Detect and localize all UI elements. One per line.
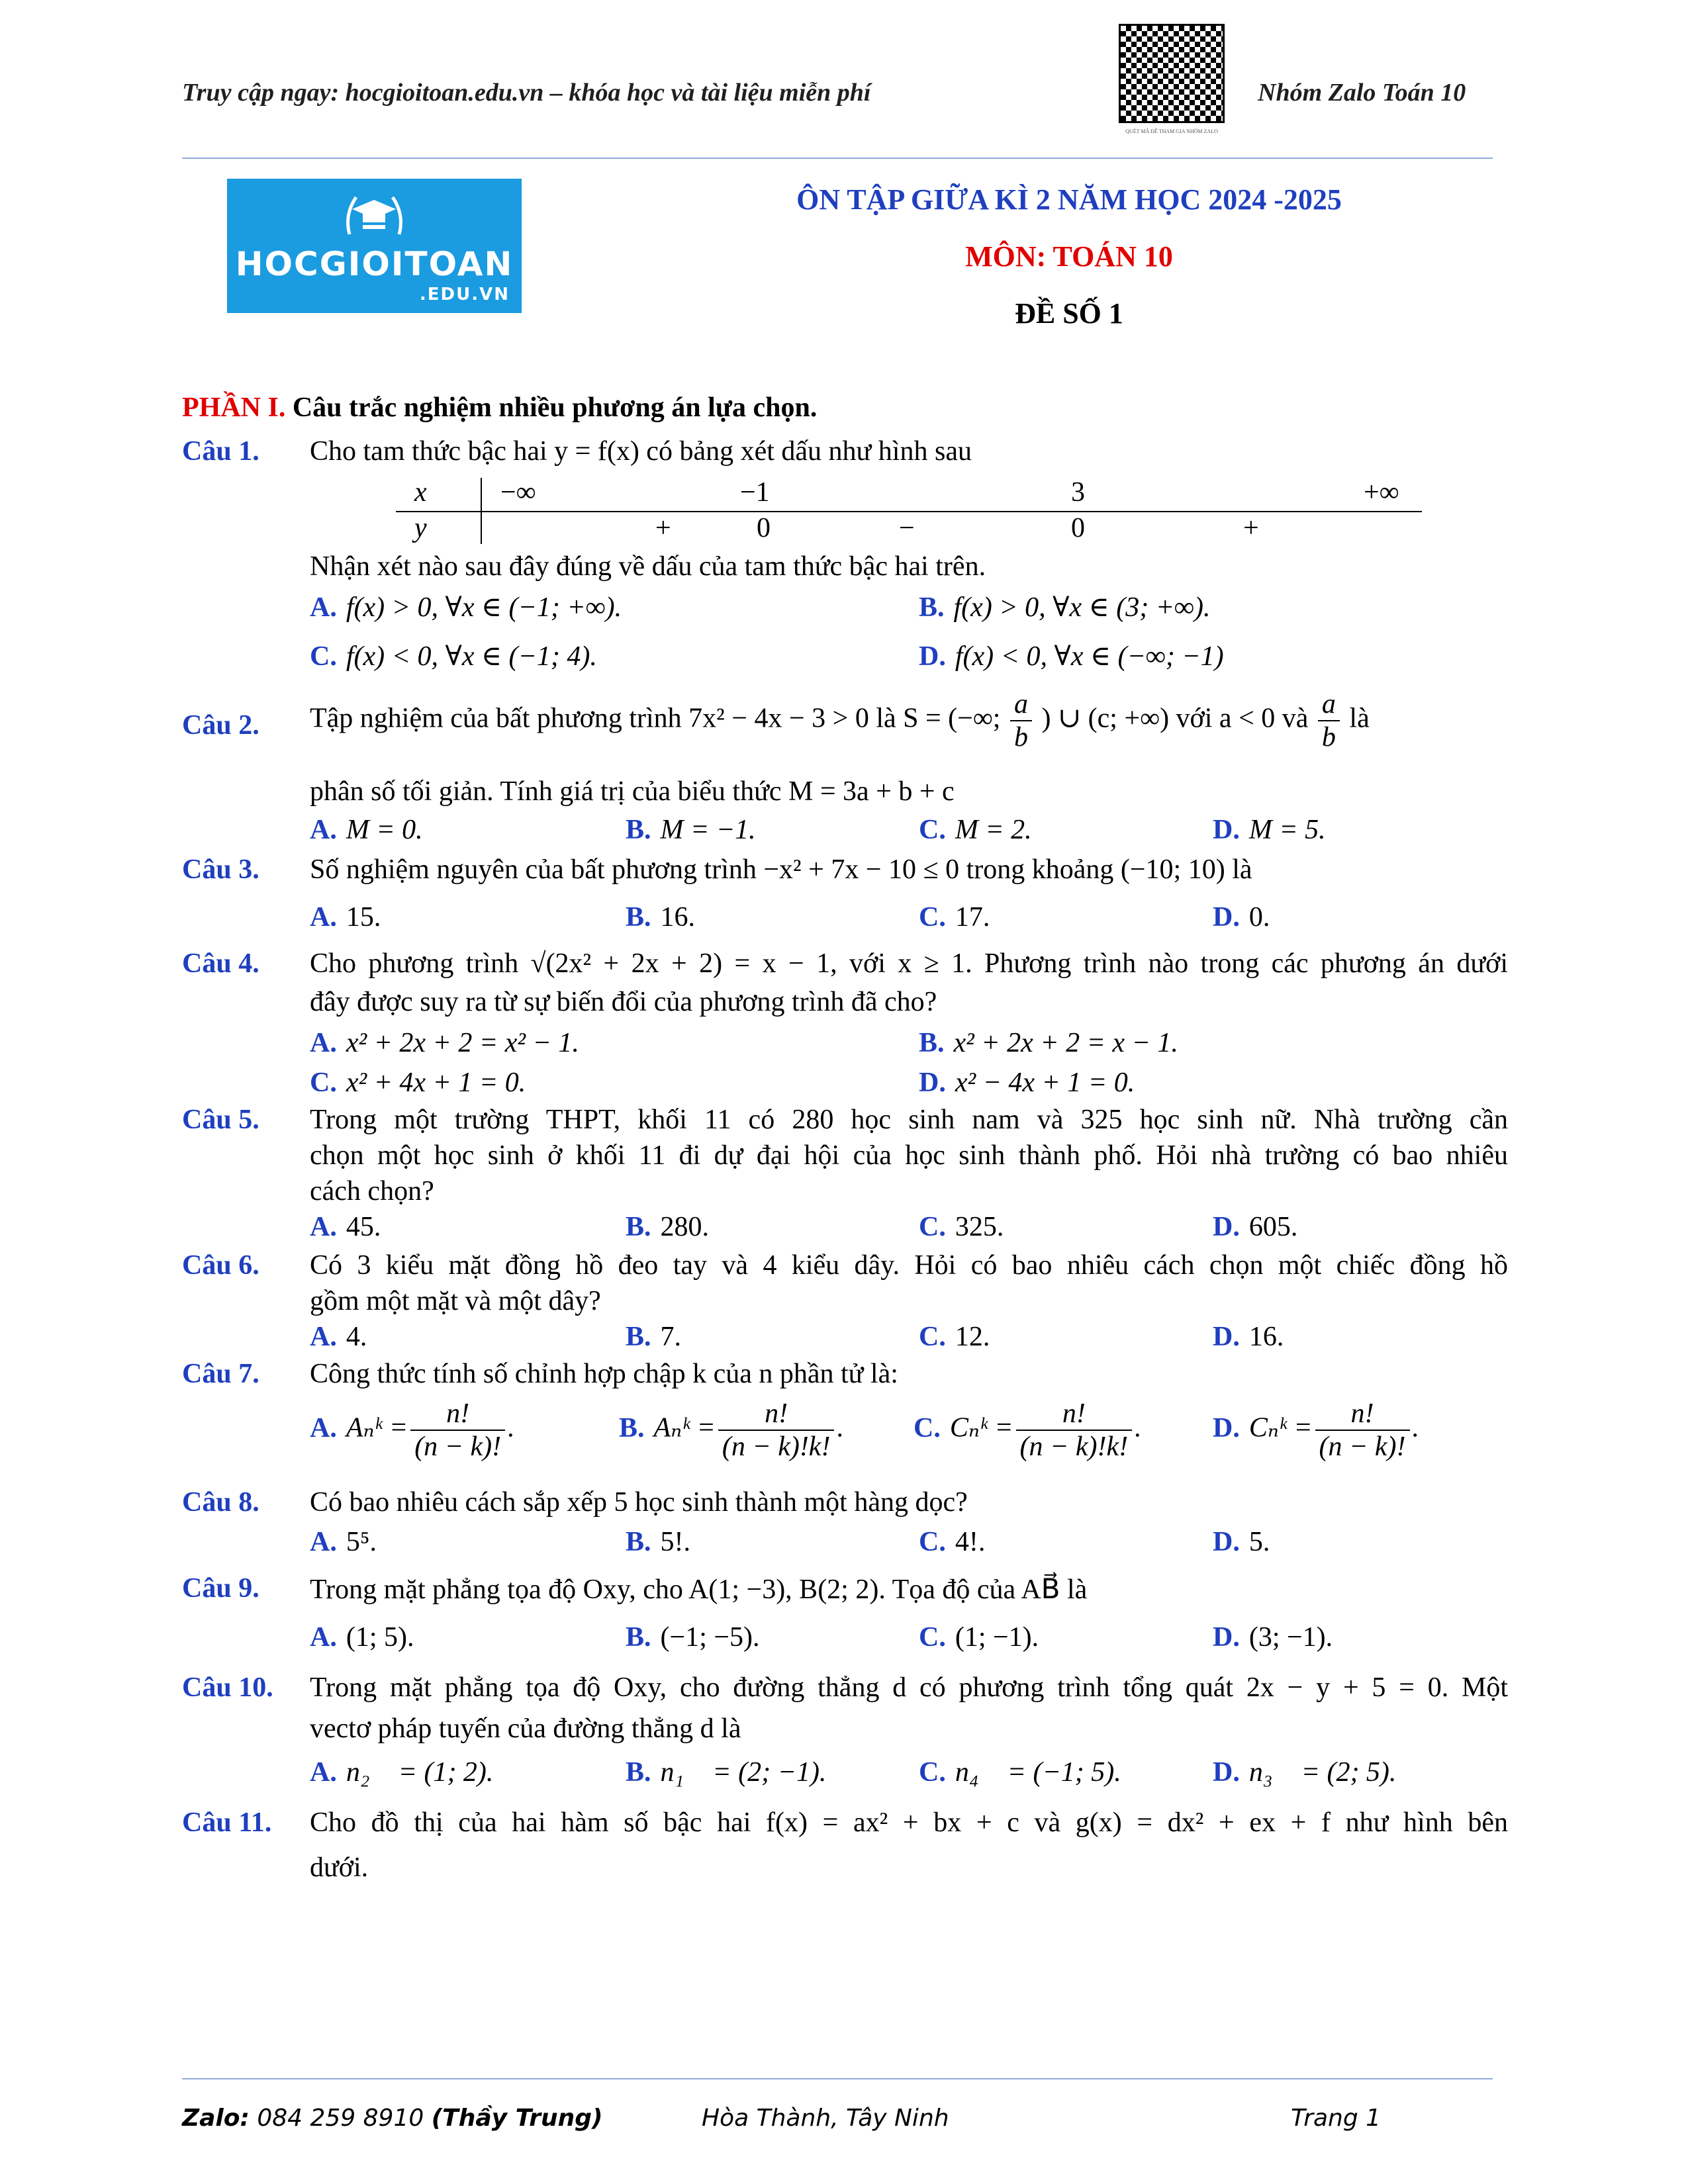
option-letter: C. (914, 1412, 941, 1443)
option-text: (1; 5). (346, 1622, 414, 1653)
question-text: Trong mặt phẳng tọa độ Oxy, cho đường thẳng d có phương trình tổng quát 2x − y + 5 = 0. Một (310, 1672, 1508, 1703)
sign-table-x-value: −1 (740, 477, 770, 508)
graduation-cap-icon (343, 188, 406, 241)
sign-table-y-value: − (899, 513, 915, 543)
section-text: Câu trắc nghiệm nhiều phương án lựa chọn. (285, 392, 818, 423)
question-label: Câu 3. (182, 854, 259, 885)
option-text: 16. (660, 902, 696, 933)
option-text: 17. (955, 902, 990, 933)
option-d[interactable] (1213, 901, 1270, 933)
option-letter: A. (310, 1412, 337, 1443)
option-text: 280. (660, 1212, 710, 1242)
footer-zalo-name: (Thầy Trung) (431, 2105, 603, 2132)
question-text: gồm một mặt và một dây? (310, 1286, 601, 1316)
question-text: Cho tam thức bậc hai y = f(x) có bảng xét dấu như hình sau (310, 436, 972, 467)
option-b[interactable]: B. Aₙᵏ = $\frac{n!}{(n - k)!k!}$ . (619, 1398, 844, 1462)
footer-location: Hòa Thành, Tây Ninh (702, 2105, 949, 2132)
option-text: 16. (1248, 1322, 1284, 1352)
option-letter: B. (626, 1527, 651, 1557)
sign-table-y-value: + (1243, 513, 1259, 543)
option-letter: C. (919, 1212, 946, 1242)
sign-table-x-value: 3 (1071, 477, 1085, 508)
option-letter: B. (619, 1412, 645, 1443)
option-lhs: Aₙᵏ = (346, 1412, 408, 1443)
question-text: dưới. (310, 1852, 369, 1883)
question-label: Câu 4. (182, 948, 259, 979)
exam-title: ÔN TẬP GIỮA KÌ 2 NĂM HỌC 2024 -2025 (796, 183, 1342, 216)
option-a[interactable] (310, 590, 622, 623)
option-letter: C. (310, 1068, 337, 1098)
option-letter: A. (310, 592, 337, 623)
option-text: n₄⃗ = (−1; 5). (955, 1757, 1121, 1788)
option-a[interactable] (310, 814, 423, 846)
question-label: Câu 2. (182, 710, 259, 741)
option-letter: D. (1213, 902, 1240, 933)
option-letter: B. (626, 1622, 651, 1653)
option-text: 5!. (660, 1527, 691, 1557)
option-c[interactable] (310, 639, 597, 672)
option-c[interactable] (919, 1756, 1121, 1788)
question-label: Câu 9. (182, 1573, 259, 1604)
question-text: Nhận xét nào sau đây đúng về dấu của tam thức bậc hai trên. (310, 551, 986, 582)
question-text: vectơ pháp tuyến của đường thẳng d là (310, 1713, 741, 1744)
option-letter: B. (626, 1322, 651, 1352)
question-text: Trong một trường THPT, khối 11 có 280 học sinh nam và 325 học sinh nữ. Nhà trường cần (310, 1105, 1508, 1135)
question-label: Câu 7. (182, 1359, 259, 1389)
option-letter: D. (1213, 1622, 1240, 1653)
option-letter: D. (1213, 1527, 1240, 1557)
option-b[interactable] (626, 1526, 690, 1558)
option-text: M = 5. (1248, 815, 1326, 845)
option-c[interactable] (919, 814, 1032, 846)
option-text: 45. (346, 1212, 381, 1242)
question-text-part: là (1349, 703, 1370, 734)
question-text: phân số tối giản. Tính giá trị của biểu thức M = 3a + b + c (310, 776, 955, 807)
option-b[interactable] (919, 1027, 1178, 1059)
fraction-a-over-b: $\frac{a}{b}$ (1010, 688, 1032, 753)
question-text: Có 3 kiểu mặt đồng hồ đeo tay và 4 kiểu dây. Hỏi có bao nhiêu cách chọn một chiếc đồng hồ (310, 1250, 1508, 1281)
option-letter: C. (919, 815, 946, 845)
option-fraction: $\frac{n!}{(n - k)!k!}$ (718, 1398, 835, 1463)
section-label: PHẦN I. (182, 392, 286, 423)
option-d[interactable] (919, 639, 1224, 672)
option-text: 5. (1248, 1527, 1270, 1557)
question-text: cách chọn? (310, 1176, 434, 1206)
question-text-part: Tập nghiệm của bất phương trình 7x² − 4x − 3 > 0 là S = (−∞; (310, 703, 1001, 734)
header-left-text: Truy cập ngay: hocgioitoan.edu.vn – khóa học và tài liệu miễn phí (182, 79, 871, 107)
option-text: x² + 4x + 1 = 0. (346, 1068, 526, 1098)
option-text: 605. (1248, 1212, 1298, 1242)
logo-brand: HOCGIOITOAN (235, 245, 514, 283)
option-text: x² + 2x + 2 = x − 1. (953, 1028, 1178, 1058)
sign-table-x-label: x (414, 477, 427, 508)
option-letter: D. (1213, 815, 1240, 845)
question-text: Cho đồ thị của hai hàm số bậc hai f(x) = ax² + bx + c và g(x) = dx² + ex + f như hình bên (310, 1807, 1508, 1838)
option-letter: A. (310, 815, 337, 845)
option-letter: C. (919, 1322, 946, 1352)
qr-code-icon (1119, 24, 1225, 123)
option-d[interactable]: D. Cₙᵏ = $\frac{n!}{(n - k)!}$ . (1213, 1398, 1419, 1462)
option-c[interactable] (310, 1067, 526, 1099)
option-text: n₂⃗ = (1; 2). (346, 1757, 494, 1788)
option-text: 15. (346, 902, 381, 933)
footer-page-number: Trang 1 (1291, 2105, 1382, 2132)
option-lhs: Aₙᵏ = (653, 1412, 716, 1443)
option-text: f(x) < 0, ∀x ∈ (−∞; −1) (955, 641, 1224, 672)
option-letter: C. (919, 1757, 946, 1788)
option-c[interactable] (919, 1621, 1039, 1653)
option-d[interactable] (1213, 1621, 1333, 1653)
qr-caption: QUÉT MÃ ĐỂ THAM GIA NHÓM ZALO (1125, 128, 1218, 134)
question-text: Công thức tính số chỉnh hợp chập k của n phần tử là: (310, 1359, 898, 1389)
header-right-text: Nhóm Zalo Toán 10 (1258, 79, 1466, 107)
option-text: M = 2. (955, 815, 1032, 845)
option-lhs: Cₙᵏ = (949, 1412, 1013, 1443)
option-d[interactable] (1213, 1321, 1284, 1353)
option-c[interactable] (919, 901, 990, 933)
option-a[interactable] (310, 901, 381, 933)
option-text: f(x) > 0, ∀x ∈ (−1; +∞). (346, 592, 622, 623)
option-text: 5⁵. (346, 1527, 377, 1557)
sign-table-y-value: + (655, 513, 671, 543)
question-label: Câu 6. (182, 1250, 259, 1281)
question-text: đây được suy ra từ sự biến đổi của phương trình đã cho? (310, 987, 937, 1017)
option-text: (1; −1). (955, 1622, 1039, 1653)
option-a[interactable] (310, 1621, 414, 1653)
option-letter: B. (919, 592, 945, 623)
logo-domain: .EDU.VN (419, 285, 510, 304)
exam-number: ĐỀ SỐ 1 (1015, 297, 1123, 330)
exam-subject: MÔN: TOÁN 10 (965, 240, 1173, 273)
option-b[interactable] (919, 590, 1210, 623)
option-a[interactable] (310, 1321, 367, 1353)
option-text: 7. (660, 1322, 682, 1352)
option-letter: A. (310, 1212, 337, 1242)
option-letter: C. (919, 1622, 946, 1653)
option-a[interactable] (310, 1526, 377, 1558)
option-text: (−1; −5). (660, 1622, 760, 1653)
option-letter: D. (1213, 1757, 1240, 1788)
option-text: M = 0. (346, 815, 423, 845)
option-letter: B. (626, 902, 651, 933)
option-a[interactable] (310, 1027, 579, 1059)
option-b[interactable] (626, 1621, 760, 1653)
option-letter: C. (919, 902, 946, 933)
option-letter: A. (310, 1527, 337, 1557)
option-text: x² + 2x + 2 = x² − 1. (346, 1028, 579, 1058)
option-letter: D. (1213, 1322, 1240, 1352)
option-text: x² − 4x + 1 = 0. (955, 1068, 1135, 1098)
option-b[interactable] (626, 1321, 681, 1353)
footer-zalo-label: Zalo: (182, 2105, 250, 2132)
option-fraction: $\frac{n!}{(n - k)!}$ (1315, 1398, 1410, 1463)
option-letter: A. (310, 1757, 337, 1788)
option-b[interactable] (626, 901, 695, 933)
option-letter: D. (1213, 1412, 1240, 1443)
option-d[interactable] (1213, 814, 1326, 846)
question-text: Trong mặt phẳng tọa độ Oxy, cho A(1; −3), B(2; 2). Tọa độ của AB⃗ là (310, 1574, 1088, 1605)
question-text: Số nghiệm nguyên của bất phương trình −x² + 7x − 10 ≤ 0 trong khoảng (−10; 10) là (310, 854, 1252, 885)
question-label: Câu 10. (182, 1672, 273, 1703)
sign-table-y-value: 0 (757, 513, 771, 543)
option-text: n₁⃗ = (2; −1). (660, 1757, 827, 1788)
option-d[interactable] (1213, 1756, 1396, 1788)
option-text: 325. (955, 1212, 1004, 1242)
option-a[interactable] (310, 1756, 493, 1788)
option-fraction: $\frac{n!}{(n - k)!}$ (410, 1398, 505, 1463)
footer-contact (182, 2105, 603, 2132)
option-letter: A. (310, 902, 337, 933)
option-text: 12. (955, 1322, 990, 1352)
question-label: Câu 11. (182, 1807, 272, 1838)
question-text: Có bao nhiêu cách sắp xếp 5 học sinh thành một hàng dọc? (310, 1487, 968, 1518)
option-text: 4. (346, 1322, 367, 1352)
footer-zalo-number: 084 259 8910 (257, 2105, 424, 2132)
option-letter: D. (919, 641, 946, 672)
option-letter: B. (626, 1212, 651, 1242)
option-letter: C. (919, 1527, 946, 1557)
option-b[interactable] (626, 1756, 826, 1788)
option-letter: B. (626, 815, 651, 845)
question-text-part: ) ∪ (c; +∞) với a < 0 và (1041, 703, 1309, 734)
option-letter: A. (310, 1322, 337, 1352)
option-letter: B. (626, 1757, 651, 1788)
option-text: (3; −1). (1248, 1622, 1333, 1653)
question-label: Câu 5. (182, 1105, 259, 1135)
option-c[interactable] (919, 1321, 990, 1353)
fraction-a-over-b: $\frac{a}{b}$ (1318, 688, 1340, 753)
option-text: 0. (1248, 902, 1270, 933)
footer-divider (182, 2078, 1493, 2079)
option-c[interactable]: C. Cₙᵏ = $\frac{n!}{(n - k)!k!}$ . (914, 1398, 1142, 1462)
option-letter: D. (919, 1068, 946, 1098)
option-letter: D. (1213, 1212, 1240, 1242)
option-text: M = −1. (660, 815, 756, 845)
hocgioitoan-logo (227, 179, 522, 313)
question-text (310, 688, 1370, 753)
sign-table-x-value: +∞ (1364, 477, 1399, 508)
question-label: Câu 8. (182, 1487, 259, 1518)
option-text: f(x) < 0, ∀x ∈ (−1; 4). (346, 641, 597, 672)
option-c[interactable] (919, 1211, 1004, 1243)
question-text: chọn một học sinh ở khối 11 đi dự đại hội của học sinh thành phố. Hỏi nhà trường có bao nhiêu (310, 1140, 1508, 1171)
option-text: n₃⃗ = (2; 5). (1248, 1757, 1397, 1788)
option-b[interactable] (626, 1211, 709, 1243)
option-a[interactable]: A. Aₙᵏ = $\frac{n!}{(n - k)!}$ . (310, 1398, 515, 1462)
header-divider (182, 158, 1493, 159)
option-text: f(x) > 0, ∀x ∈ (3; +∞). (953, 592, 1211, 623)
option-fraction: $\frac{n!}{(n - k)!k!}$ (1016, 1398, 1133, 1463)
option-letter: A. (310, 1028, 337, 1058)
option-b[interactable] (626, 814, 756, 846)
sign-table (396, 475, 1422, 545)
option-letter: C. (310, 641, 337, 672)
option-text: 4!. (955, 1527, 986, 1557)
option-d[interactable] (1213, 1526, 1270, 1558)
option-a[interactable] (310, 1211, 381, 1243)
sign-table-x-value: −∞ (500, 477, 536, 508)
option-d[interactable] (919, 1067, 1135, 1099)
sign-table-y-value: 0 (1071, 513, 1085, 543)
option-c[interactable] (919, 1526, 985, 1558)
option-lhs: Cₙᵏ = (1248, 1412, 1313, 1443)
sign-table-y-label: y (414, 513, 427, 543)
option-d[interactable] (1213, 1211, 1297, 1243)
question-text: Cho phương trình √(2x² + 2x + 2) = x − 1, với x ≥ 1. Phương trình nào trong các phương án dưới (310, 948, 1508, 979)
section-heading (182, 392, 817, 424)
question-label: Câu 1. (182, 436, 259, 467)
option-letter: B. (919, 1028, 945, 1058)
option-letter: A. (310, 1622, 337, 1653)
